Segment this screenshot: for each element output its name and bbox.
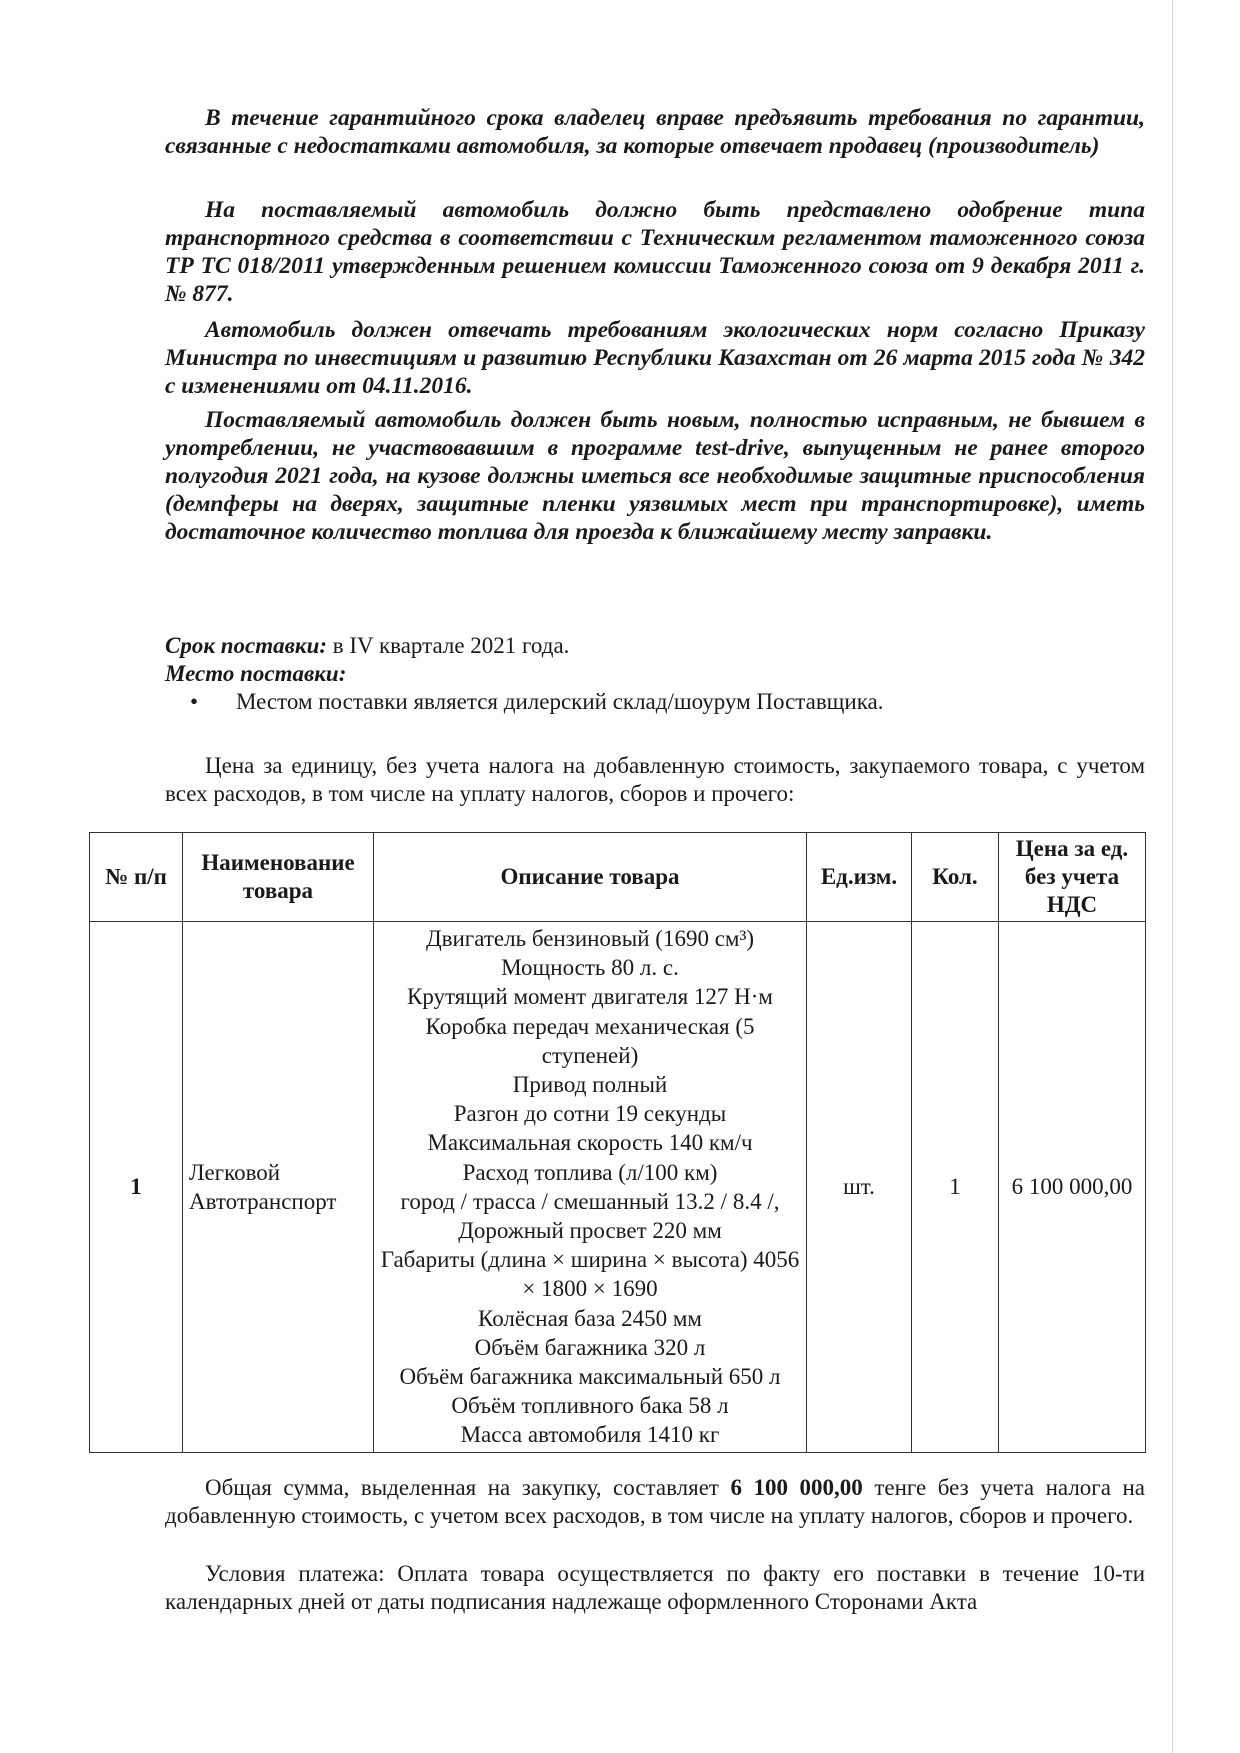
header-qty: Кол. bbox=[912, 833, 999, 922]
new-vehicle-paragraph: Поставляемый автомобиль должен быть новым, полностью исправным, не бывшем в употреблении, не участвовавшим в программе test-drive, выпущенным не ранее второго полугодия 2021 года, на кузове должны иметься все необходимые защитные приспособления (демпферы на дверях, защитные пленки уязвимых мест при транспортировке), иметь достаточное количество топлива для проезда к ближайшему месту заправки. bbox=[165, 407, 1145, 545]
total-amount-paragraph: Общая сумма, выделенная на закупку, составляет 6 100 000,00 тенге без учета налога на добавленную стоимость, с учетом всех расходов, в том числе на уплату налогов, сборов и прочего. bbox=[165, 1475, 1145, 1528]
header-num: № п/п bbox=[90, 833, 183, 922]
spec-line: Дорожный просвет 220 мм bbox=[458, 1218, 722, 1244]
goods-table-header bbox=[90, 833, 1146, 922]
ecology-paragraph: Автомобиль должен отвечать требованиям экологических норм согласно Приказу Министра по инвестициям и развитию Республики Казахстан от 26 марта 2015 года № 342 с изменениями от 04.11.2016. bbox=[165, 317, 1145, 399]
spec-line: Мощность 80 л. с. bbox=[501, 955, 679, 981]
spec-line: Масса автомобиля 1410 кг bbox=[460, 1422, 720, 1448]
cell-qty: 1 bbox=[912, 922, 999, 1453]
spec-line: Габариты (длина × ширина × высота) 4056 × 1800 × 1690 bbox=[380, 1247, 800, 1302]
type-approval-paragraph: На поставляемый автомобиль должно быть представлено одобрение типа транспортного средства в соответствии с Техническим регламентом таможенного союза ТР ТС 018/2011 утвержденным решением комиссии Таможенного союза от 9 декабря 2011 г. № 877. bbox=[165, 197, 1145, 307]
spec-line: Крутящий момент двигателя 127 Н·м bbox=[407, 984, 773, 1010]
cell-num: 1 bbox=[90, 922, 183, 1453]
spec-line: Коробка передач механическая (5 ступеней) bbox=[425, 1013, 755, 1068]
header-unit: Ед.изм. bbox=[807, 833, 912, 922]
total-amount-value: 6 100 000,00 bbox=[730, 1475, 863, 1500]
header-desc: Описание товара bbox=[374, 833, 807, 922]
goods-table bbox=[89, 832, 1146, 1453]
cell-desc bbox=[374, 922, 807, 1453]
header-name: Наименование товара bbox=[183, 833, 374, 922]
spec-line: город / трасса / смешанный 13.2 / 8.4 /, bbox=[400, 1188, 780, 1214]
payment-terms-paragraph: Условия платежа: Оплата товара осуществляется по факту его поставки в течение 10-ти календарных дней от даты подписания надлежаще оформленного Сторонами Акта bbox=[165, 1561, 1145, 1614]
scan-edge-line bbox=[1172, 0, 1173, 1753]
spec-line: Максимальная скорость 140 км/ч bbox=[427, 1130, 753, 1156]
cell-price: 6 100 000,00 bbox=[999, 922, 1146, 1453]
warranty-paragraph: В течение гарантийного срока владелец вправе предъявить требования по гарантии, связанные с недостатками автомобиля, за которые отвечает продавец (производитель) bbox=[165, 105, 1145, 159]
spec-line: Двигатель бензиновый (1690 см³) bbox=[425, 926, 755, 951]
delivery-term bbox=[165, 632, 569, 660]
delivery-place-label: Место поставки: bbox=[165, 661, 347, 686]
header-price: Цена за ед. без учета НДС bbox=[999, 833, 1146, 922]
bullet-icon: • bbox=[190, 689, 199, 714]
spec-line: Объём багажника максимальный 650 л bbox=[399, 1364, 781, 1390]
spec-line: Разгон до сотни 19 секунды bbox=[453, 1101, 727, 1127]
spec-line: Объём топливного бака 58 л bbox=[451, 1393, 729, 1419]
spec-line: Колёсная база 2450 мм bbox=[478, 1305, 702, 1331]
delivery-place-value: Местом поставки является дилерский склад/шоурум Поставщика. bbox=[236, 689, 884, 714]
cell-unit: шт. bbox=[807, 922, 912, 1453]
spec-line: Привод полный bbox=[512, 1072, 668, 1098]
delivery-place-item bbox=[190, 688, 883, 716]
spec-line: Расход топлива (л/100 км) bbox=[462, 1159, 718, 1185]
delivery-term-label: Срок поставки: bbox=[165, 633, 328, 658]
delivery-term-value: в IV квартале 2021 года. bbox=[327, 633, 570, 658]
spec-line: Объём багажника 320 л bbox=[474, 1334, 706, 1360]
cell-name: Легковой Автотранспорт bbox=[183, 922, 374, 1453]
price-intro: Цена за единицу, без учета налога на добавленную стоимость, закупаемого товара, с учетом всех расходов, в том числе на уплату налогов, сборов и прочего: bbox=[165, 753, 1145, 806]
table-row bbox=[90, 922, 1146, 1453]
